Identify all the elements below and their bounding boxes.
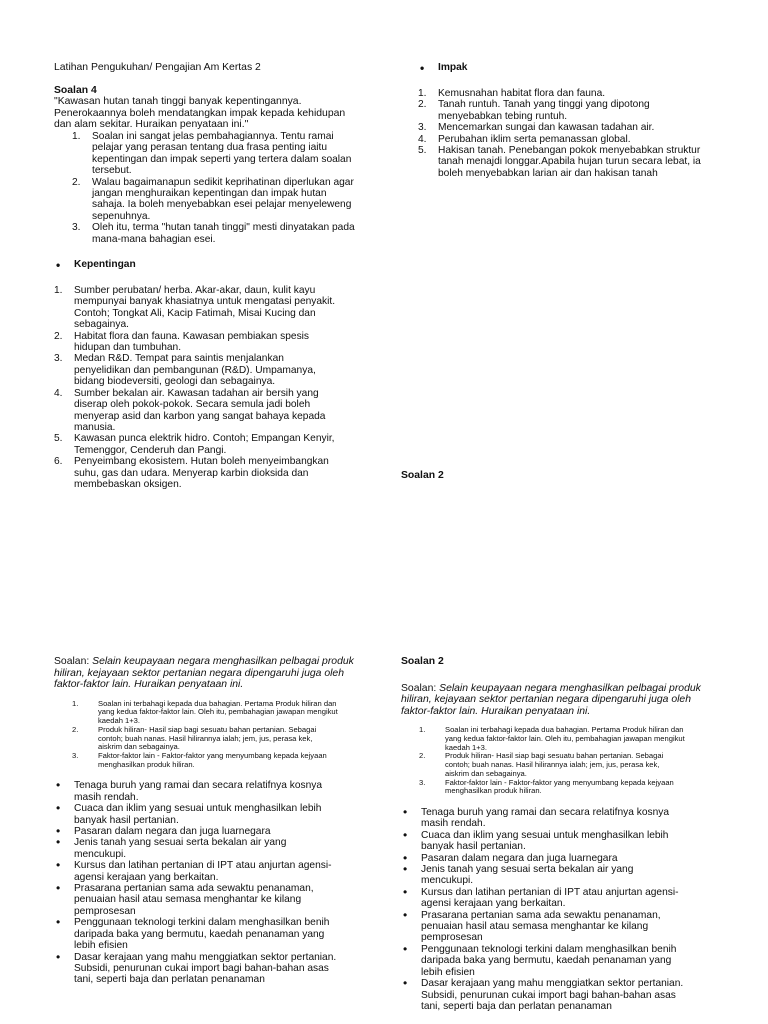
bullet-icon: • [56, 778, 61, 793]
list-item-line: boleh menyebabkan larian air dan hakisan tanah [438, 167, 658, 179]
list-item-line: mencukupi. [421, 875, 474, 887]
bullet-icon: • [403, 976, 408, 991]
list-number: 3. [54, 353, 63, 365]
list-item-line: penyelidikan dan pembangunan (R&D). Umpamanya, [74, 364, 316, 376]
list-item [401, 827, 711, 853]
list-item-line: Soalan ini terbahagi kepada dua bahagian. Pertama Produk hiliran dan [98, 698, 337, 708]
question-line: "Kawasan hutan tanah tinggi banyak kepentingannya. [54, 96, 302, 108]
list-item-line: Sumber perubatan/ herba. Akar-akar, daun, kulit kayu [74, 285, 316, 297]
bullet-icon: • [56, 835, 61, 850]
soalan2-small-list [72, 700, 372, 770]
soalan2-question-line: faktor-faktor lain. Huraikan penyataan ini. [401, 705, 591, 717]
bullet-icon: • [403, 941, 408, 956]
bullet-icon: • [403, 827, 408, 842]
list-item-line: aiskrim dan sebagainya. [98, 742, 180, 752]
list-item [401, 907, 711, 944]
list-item-line: contoh; buah nanas. Hasil hilirannya ialah; jem, jus, perasa kek, [98, 733, 313, 743]
list-item-line: tersebut. [92, 165, 132, 177]
list-item-line: hidupan dan tumbuhan. [74, 342, 182, 354]
list-item-line: Tenaga buruh yang ramai dan secara relatifnya kosnya [74, 780, 323, 792]
list-item-line: Produk hiliran- Hasil siap bagi sesuatu bahan pertanian. Sebagai [98, 724, 317, 734]
bullet-icon: • [56, 915, 61, 930]
list-item-line: Kawasan punca elektrik hidro. Contoh; Empangan Kenyir, [74, 433, 335, 445]
list-item-line: masih rendah. [74, 791, 139, 803]
question-line: Penerokaannya boleh mendatangkan impak kepada kehidupan [54, 107, 346, 119]
list-number: 1. [418, 88, 427, 99]
list-item-line: Tenaga buruh yang ramai dan secara relatifnya kosnya [421, 807, 670, 818]
list-item [54, 837, 364, 860]
list-item-line: Subsidi, penurunan cukai import bagi bahan-bahan asas [74, 962, 329, 974]
list-item-line: Kemusnahan habitat flora dan fauna. [438, 88, 606, 99]
left-top-column [54, 62, 374, 490]
bullet-icon: • [420, 61, 425, 75]
list-item-line: pemprosesan [421, 932, 483, 944]
soalan2-small-list [419, 726, 729, 796]
list-item [401, 850, 711, 865]
list-item-line: sahaja. Ia boleh menyebabkan esei pelajar menyeleweng [92, 199, 352, 211]
soalan2-question-line [401, 683, 731, 695]
list-item-line: jangan menghuraikan kepentingan dan impak hutan [92, 188, 327, 199]
list-item [54, 826, 364, 837]
list-number: 2. [418, 99, 427, 111]
bullet-icon: • [403, 884, 408, 899]
list-item-line: menghasilkan produk hiliran. [445, 786, 542, 796]
impak-heading [418, 62, 738, 74]
list-item-line: agensi kerajaan yang berkaitan. [421, 898, 566, 910]
list-item-line: Perubahan iklim serta pemanassan global. [438, 133, 631, 145]
list-number: 5. [418, 145, 427, 157]
bullet-icon: • [56, 824, 61, 839]
list-item [72, 700, 372, 726]
list-item-line: Walau bagaimanapun sedikit keprihatinan diperlukan agar [92, 176, 354, 188]
bullet-icon: • [56, 858, 61, 873]
list-item-line: mana-mana bahagian esei. [92, 233, 216, 245]
soalan2-right-title: Soalan 2 [401, 470, 444, 481]
list-item [418, 122, 738, 133]
list-item [54, 285, 374, 331]
list-item [401, 941, 711, 978]
list-item-line: contoh; buah nanas. Hasil hilirannya ialah; jem, jus, perasa kek, [445, 760, 660, 770]
list-number: 2. [54, 330, 63, 342]
list-item [54, 803, 364, 826]
list-number: 1. [54, 285, 63, 297]
list-item-line: Dasar kerajaan yang mahu menggiatkan sektor pertanian. [74, 951, 337, 963]
list-item-line: lebih efisien [421, 966, 475, 978]
list-number: 4. [54, 387, 63, 399]
list-item [54, 883, 364, 917]
list-item-line: menyebabkan tebing runtuh. [438, 110, 568, 122]
list-item-line: Sumber bekalan air. Kawasan tadahan air bersih yang [74, 387, 319, 399]
list-item-line: Hakisan tanah. Penebangan pokok menyebabkan struktur [438, 145, 701, 157]
list-item [54, 780, 364, 803]
soalan-label: Soalan: [54, 656, 90, 667]
list-item-line: membebaskan oksigen. [74, 478, 182, 490]
list-item [72, 752, 372, 769]
list-item-line: Jenis tanah yang sesuai serta bekalan air yang [421, 864, 634, 876]
list-item [418, 134, 738, 145]
list-number: 3. [419, 777, 426, 787]
list-item [418, 145, 738, 179]
list-item [54, 917, 364, 951]
soalan4-question [54, 96, 374, 131]
soalan-label: Soalan: [401, 682, 437, 694]
list-item [54, 949, 364, 986]
list-item-line: Pasaran dalam negara dan juga luarnegara [74, 826, 271, 838]
soalan2-block-right [401, 656, 731, 1012]
bullet-icon: • [56, 949, 61, 964]
list-item [401, 807, 711, 830]
list-item-line: lebih efisien [74, 940, 128, 952]
list-item-line: Cuaca dan iklim yang sesuai untuk menghasilkan lebih [74, 803, 322, 815]
list-item-line: Prasarana pertanian sama ada sewaktu penanaman, [74, 883, 314, 895]
list-number: 3. [72, 222, 81, 234]
list-item [72, 177, 372, 223]
bullet-icon: • [403, 907, 408, 922]
list-item-line: manusia. [74, 421, 116, 433]
list-item-line: agensi kerajaan yang berkaitan. [74, 871, 219, 883]
list-number: 3. [72, 751, 79, 760]
list-number: 3. [418, 122, 427, 134]
list-item-line: Prasarana pertanian sama ada sewaktu penanaman, [421, 909, 661, 921]
list-item-line: Dasar kerajaan yang mahu menggiatkan sektor pertanian. [421, 978, 684, 990]
list-number: 2. [72, 724, 79, 734]
impak-heading-text: Impak [438, 62, 468, 73]
list-item-line: Medan R&D. Tempat para saintis menjalankan [74, 353, 284, 365]
list-item-line: Penggunaan teknologi terkini dalam menghasilkan benih [74, 917, 330, 929]
list-number: 6. [54, 456, 63, 468]
list-item [54, 860, 364, 883]
soalan4-title: Soalan 4 [54, 84, 97, 96]
list-item-line: menyerap asid dan karbon yang sangat bahaya kepada [74, 410, 326, 422]
bullet-icon: • [56, 258, 61, 273]
list-item [72, 222, 372, 245]
list-item-line: banyak hasil pertanian. [421, 841, 526, 853]
list-number: 1. [419, 725, 426, 735]
list-item-line: tanah menajdi longgar.Apabila hujan turun secara lebat, ia [438, 156, 701, 168]
list-item-line: Jenis tanah yang sesuai serta bekalan air yang [74, 837, 287, 849]
question-line: dan alam sekitar. Huraikan penyataan ini." [54, 119, 249, 131]
list-item [418, 99, 738, 122]
list-number: 2. [419, 751, 426, 761]
list-item-line: Pasaran dalam negara dan juga luarnegara [421, 852, 618, 864]
list-item-line: Tanah runtuh. Tanah yang tinggi yang dipotong [438, 99, 650, 111]
list-item-line: mencukupi. [74, 848, 127, 860]
list-item-line: mempunyai banyak khasiatnya untuk mengatasi penyakit. [74, 296, 336, 308]
list-item-line: Soalan ini sangat jelas pembahagiannya. Tentu ramai [92, 130, 334, 142]
list-item-line: Contoh; Tongkat Ali, Kacip Fatimah, Misai Kucing dan [74, 307, 316, 319]
list-item-line: sebagainya. [74, 319, 129, 331]
list-item-line: Soalan ini terbahagi kepada dua bahagian. Pertama Produk hiliran dan [445, 725, 684, 735]
list-item-line: Cuaca dan iklim yang sesuai untuk menghasilkan lebih [421, 829, 669, 841]
kepentingan-heading [54, 259, 374, 271]
kepentingan-list [54, 285, 374, 490]
right-top-column [418, 62, 738, 179]
soalan2-title: Soalan 2 [401, 656, 444, 667]
list-item-line: tani, seperti baja dan perlatan penanaman [74, 974, 265, 986]
question-text: Selain keupayaan negara menghasilkan pelbagai produk [439, 682, 701, 694]
list-item-line: Subsidi, penurunan cukai import bagi bahan-bahan asas [421, 989, 676, 1001]
list-item-line: menghasilkan produk hiliran. [98, 759, 195, 769]
list-item-line: masih rendah. [421, 818, 486, 830]
list-item [54, 388, 374, 434]
bullet-icon: • [403, 850, 408, 865]
list-item-line: daripada baka yang bermutu, kaedah penanaman yang [421, 955, 672, 967]
list-item-line: penuaian hasil atau semasa menghantar ke kilang [421, 921, 649, 933]
list-item-line: bidang biodeversiti, geologi dan sebagainya. [74, 376, 276, 388]
list-item-line: penuaian hasil atau semasa menghantar ke kilang [74, 894, 302, 906]
bullet-icon: • [403, 805, 408, 819]
list-item-line: Produk hiliran- Hasil siap bagi sesuatu bahan pertanian. Sebagai [445, 751, 664, 761]
list-item-line: Kursus dan latihan pertanian di IPT atau anjurtan agensi- [74, 860, 332, 872]
list-item-line: Penggunaan teknologi terkini dalam menghasilkan benih [421, 943, 677, 955]
list-item-line: diserap oleh pokok-pokok. Secara semula jadi boleh [74, 399, 311, 411]
list-item-line: Oleh itu, terma "hutan tanah tinggi" mesti dinyatakan pada [92, 222, 355, 234]
soalan2-bullet-list [54, 780, 364, 985]
list-item-line: kepentingan dan impak seperti yang tertera dalam soalan [92, 153, 352, 165]
list-item [419, 779, 729, 796]
list-item [54, 433, 374, 456]
list-item [418, 88, 738, 99]
list-item [401, 978, 711, 1012]
list-item-line: tani, seperti baja dan perlatan penanaman [421, 1000, 612, 1012]
list-item [54, 331, 374, 354]
list-item-line: Kursus dan latihan pertanian di IPT atau anjurtan agensi- [421, 886, 679, 898]
list-item-line: aiskrim dan sebagainya. [445, 768, 527, 778]
list-item [401, 884, 711, 910]
list-item-line: suhu, gas dan udara. Menyerap karbin dioksida dan [74, 467, 309, 479]
list-item-line: sepenuhnya. [92, 210, 151, 222]
list-number: 5. [54, 433, 63, 445]
list-item [419, 752, 729, 778]
kepentingan-heading-text: Kepentingan [74, 259, 136, 271]
list-item-line: Habitat flora dan fauna. Kawasan pembiakan spesis [74, 330, 310, 342]
list-item [401, 864, 711, 887]
list-item-line: Mencemarkan sungai dan kawasan tadahan air. [438, 122, 655, 134]
soalan2-question-line: hiliran, kejayaan sektor pertanian negara dipengaruhi juga oleh [54, 667, 344, 679]
soalan2-question-line: faktor-faktor lain. Huraikan penyataan ini. [54, 679, 244, 691]
soalan2-bullet-list [401, 807, 711, 1012]
list-item-line: pemprosesan [74, 905, 136, 917]
bullet-icon: • [403, 862, 408, 877]
soalan2-question-line: hiliran, kejayaan sektor pertanian negara dipengaruhi juga oleh [401, 694, 691, 706]
bullet-icon: • [56, 801, 61, 816]
list-item-line: banyak hasil pertanian. [74, 814, 179, 826]
list-item [54, 456, 374, 490]
list-number: 1. [72, 130, 81, 142]
soalan2-block-left [54, 656, 374, 986]
list-item-line: kaedah 1+3. [445, 742, 488, 752]
list-item-line: daripada baka yang bermutu, kaedah penanaman yang [74, 928, 325, 940]
soalan2-question-line [54, 656, 374, 668]
list-item-line: Faktor-faktor lain - Faktor-faktor yang menyumbang kepada kejyaan [445, 777, 674, 787]
list-item [419, 726, 729, 752]
bullet-icon: • [56, 881, 61, 896]
list-number: 2. [72, 176, 81, 188]
list-item-line: pelajar yang perasan tentang dua frasa penting iaitu [92, 142, 328, 154]
list-item-line: Penyeimbang ekosistem. Hutan boleh menyeimbangkan [74, 456, 329, 468]
soalan4-intro-list [72, 131, 372, 245]
list-item-line: kaedah 1+3. [98, 716, 141, 726]
list-number: 1. [72, 698, 79, 708]
worksheet-header: Latihan Pengukuhan/ Pengajian Am Kertas 2 [54, 62, 261, 73]
list-item-line: yang kedua faktor-faktor lain. Oleh itu, pembahagian jawapan mengikut [98, 707, 338, 717]
list-item-line: Temenggor, Cenderuh dan Pangi. [74, 444, 227, 456]
list-item [72, 726, 372, 752]
list-number: 4. [418, 133, 427, 145]
question-text: Selain keupayaan negara menghasilkan pelbagai produk [92, 656, 354, 667]
list-item-line: yang kedua faktor-faktor lain. Oleh itu, pembahagian jawapan mengikut [445, 734, 685, 744]
list-item [54, 353, 374, 387]
list-item [72, 131, 372, 177]
list-item-line: Faktor-faktor lain - Faktor-faktor yang menyumbang kepada kejyaan [98, 751, 327, 760]
impak-list [418, 88, 738, 179]
